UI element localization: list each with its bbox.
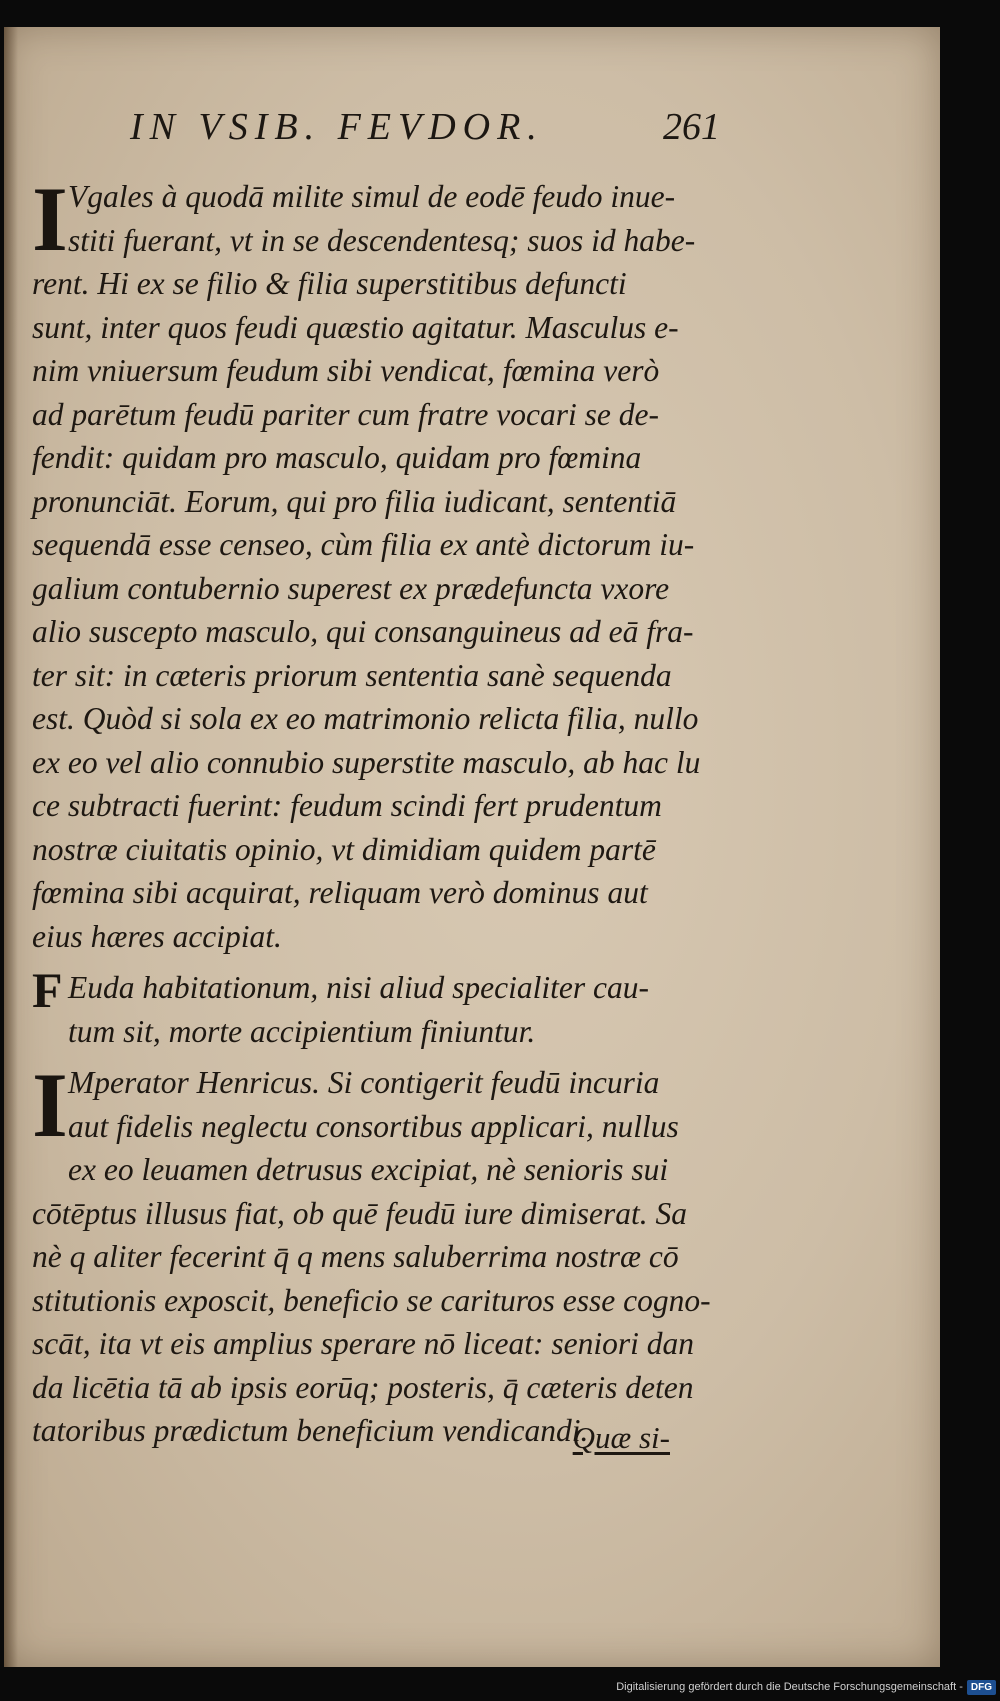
text-line: eius hæres accipiat. (32, 918, 282, 954)
page-number: 261 (663, 106, 720, 148)
text-line: cōtēptus illusus fiat, ob quē feudū iure dimiserat. Sa (32, 1195, 688, 1231)
paragraph-2 (32, 962, 732, 1053)
text-line: fendit: quidam pro masculo, quidam pro fœmina (32, 440, 642, 475)
drop-initial: I (32, 168, 68, 270)
text-line: da licētia tā ab ipsis eorūq; posteris, q̄ cæteris deten (32, 1369, 694, 1405)
drop-initial: F (32, 962, 63, 1018)
text-line: Vgales à quodā milite simul de eodē feudo inue- (68, 179, 676, 214)
text-line: Euda habitationum, nisi aliud specialiter cau- (68, 970, 649, 1005)
text-line: nè q aliter fecerint q̄ q mens saluberrima nostræ cō (32, 1239, 679, 1274)
page-gutter-shadow (4, 27, 18, 1667)
drop-initial: I (32, 1054, 68, 1156)
text-line: sunt, inter quos feudi quæstio agitatur. Masculus e- (32, 309, 679, 345)
text-line: stiti fuerant, vt in se descendentesq; suos id habe- (68, 222, 696, 258)
text-line: ce subtracti fuerint: feudum scindi fert prudentum (32, 788, 662, 823)
text-line: nostræ ciuitatis opinio, vt dimidiam quidem partē (32, 831, 656, 867)
funding-credit: Digitalisierung gefördert durch die Deutsche Forschungsgemeinschaft - (616, 1681, 963, 1693)
text-line: ad parētum feudū pariter cum fratre vocari se de- (32, 396, 659, 432)
text-line: tum sit, morte accipientium finiuntur. (68, 1013, 536, 1049)
text-line: aut fidelis neglectu consortibus applicari, nullus (68, 1108, 679, 1144)
text-line: stitutionis exposcit, beneficio se carituros esse cogno- (32, 1282, 711, 1318)
text-line: pronunciāt. Eorum, qui pro filia iudicant, sententiā (32, 483, 677, 519)
text-line: sequendā esse censeo, cùm filia ex antè dictorum iu- (32, 527, 695, 562)
main-text (32, 168, 732, 1453)
text-line: fœmina sibi acquirat, reliquam verò dominus aut (32, 875, 648, 910)
text-line: alio suscepto masculo, qui consanguineus ad eā fra- (32, 614, 694, 649)
text-line: ex eo vel alio connubio superstite masculo, ab hac lu (32, 744, 701, 780)
text-line: est. Quòd si sola ex eo matrimonio relicta filia, nullo (32, 701, 699, 736)
running-title: IN VSIB. FEVDOR. (130, 106, 544, 148)
text-line: tatoribus prædictum beneficium vendicandi. (32, 1413, 589, 1448)
scanned-page (4, 27, 940, 1667)
footer-credit-bar (616, 1675, 1000, 1699)
paragraph-3 (32, 1054, 732, 1453)
text-line: galium contubernio superest ex prædefuncta vxore (32, 570, 670, 606)
page-header (130, 105, 720, 165)
catchword: Quæ si- (572, 1420, 670, 1455)
text-line: scāt, ita vt eis amplius sperare nō liceat: seniori dan (32, 1326, 695, 1361)
text-line: Mperator Henricus. Si contigerit feudū incuria (68, 1065, 660, 1100)
text-line: ter sit: in cæteris priorum sententia sanè sequenda (32, 657, 672, 693)
text-line: rent. Hi ex se filio & filia superstitibus defuncti (32, 266, 627, 301)
paragraph-1 (32, 168, 732, 958)
dfg-logo-icon: DFG (967, 1680, 996, 1695)
text-line: nim vniuersum feudum sibi vendicat, fœmina verò (32, 353, 660, 388)
text-line: ex eo leuamen detrusus excipiat, nè senioris sui (68, 1152, 669, 1187)
